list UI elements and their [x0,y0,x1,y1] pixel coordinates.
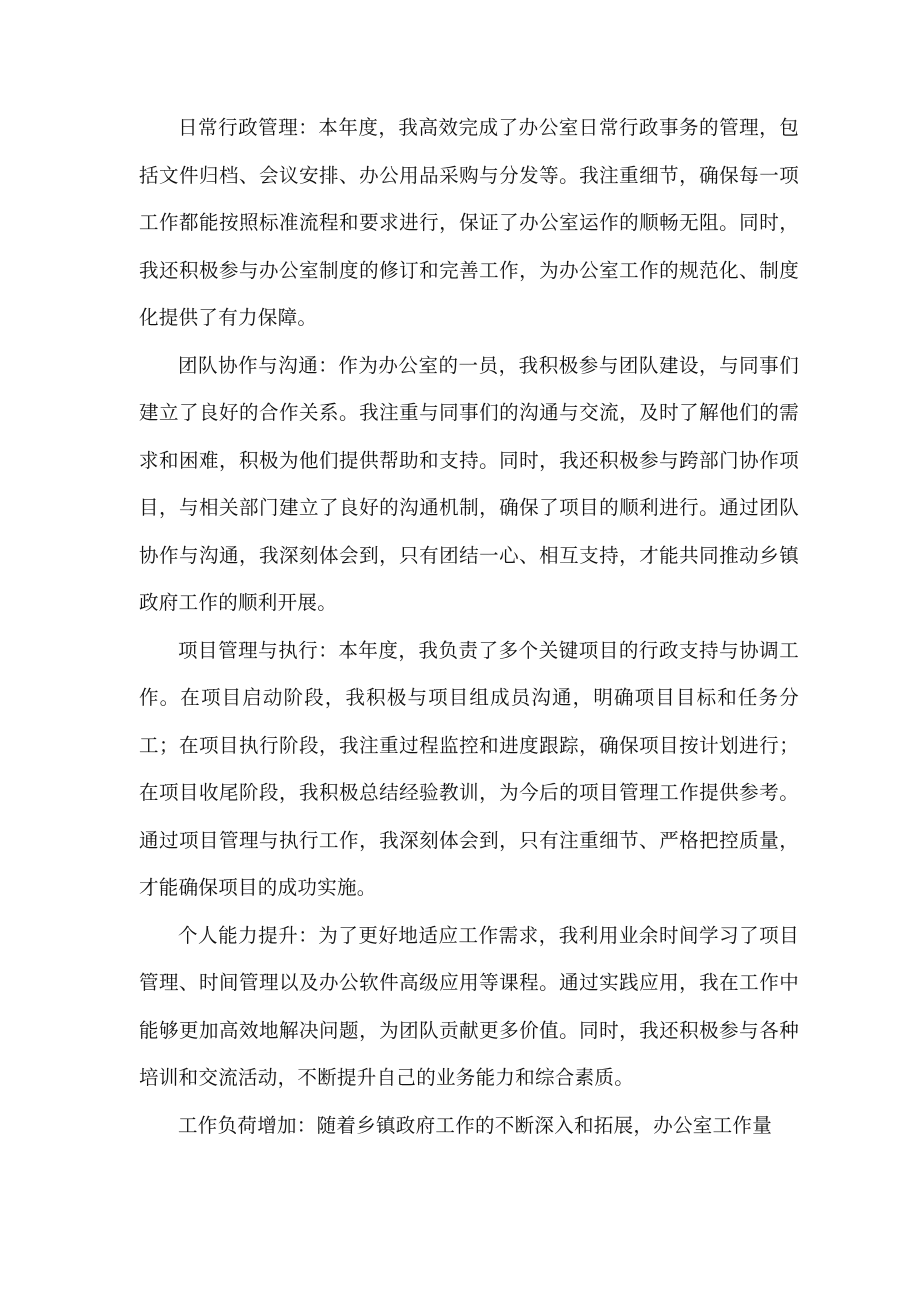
paragraph-project-management: 项目管理与执行：本年度，我负责了多个关键项目的行政支持与协调工作。在项目启动阶段，我积极与项目组成员沟通，明确项目目标和任务分工；在项目执行阶段，我注重过程监控和进度跟踪，确保项目按计划进行；在项目收尾阶段，我积极总结经验教训，为今后的项目管理工作提供参考。通过项目管理与执行工作，我深刻体会到，只有注重细节、严格把控质量，才能确保项目的成功实施。 [139,638,799,899]
paragraph-workload-increase: 工作负荷增加：随着乡镇政府工作的不断深入和拓展，办公室工作量 [178,1113,773,1137]
paragraph-team-collaboration: 团队协作与沟通：作为办公室的一员，我积极参与团队建设，与同事们建立了良好的合作关系。我注重与同事们的沟通与交流，及时了解他们的需求和困难，积极为他们提供帮助和支持。同时，我还积极参与跨部门协作项目，与相关部门建立了良好的沟通机制，确保了项目的顺利进行。通过团队协作与沟通，我深刻体会到，只有团结一心、相互支持，才能共同推动乡镇政府工作的顺利开展。 [139,353,799,614]
paragraph-daily-administration: 日常行政管理：本年度，我高效完成了办公室日常行政事务的管理，包括文件归档、会议安排、办公用品采购与分发等。我注重细节，确保每一项工作都能按照标准流程和要求进行，保证了办公室运作的顺畅无阻。同时，我还积极参与办公室制度的修订和完善工作，为办公室工作的规范化、制度化提供了有力保障。 [139,116,799,329]
document-body [139,104,799,1149]
paragraph-personal-development: 个人能力提升：为了更好地适应工作需求，我利用业余时间学习了项目管理、时间管理以及办公软件高级应用等课程。通过实践应用，我在工作中能够更加高效地解决问题，为团队贡献更多价值。同时，我还积极参与各种培训和交流活动，不断提升自己的业务能力和综合素质。 [139,923,799,1089]
